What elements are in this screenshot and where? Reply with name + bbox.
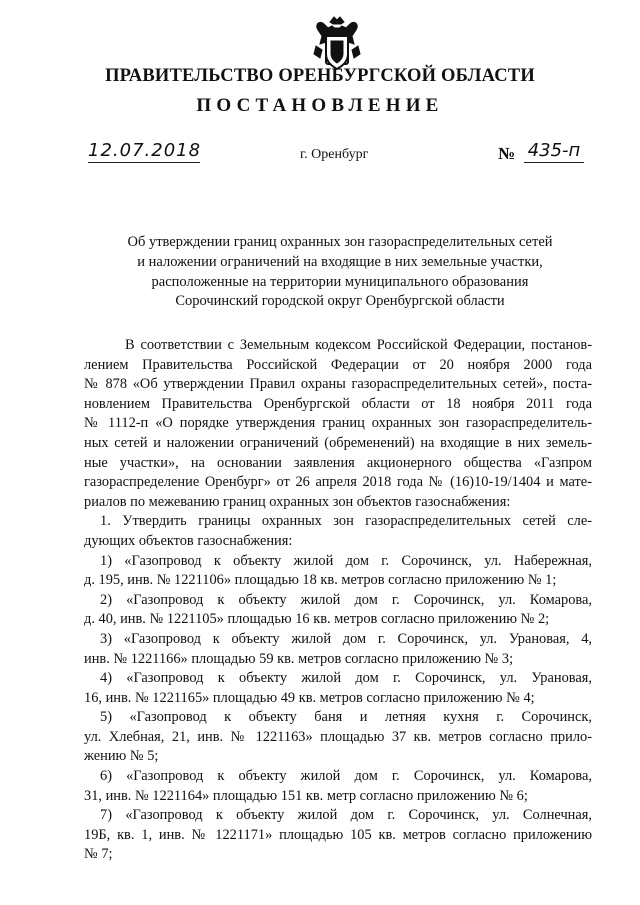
subject-line: расположенные на территории муниципального образования (151, 273, 529, 290)
body-line: газораспределение Оренбург» от 26 апреля 2018 года № (16)10-19/1404 и мате- (84, 474, 592, 491)
subject-line: Об утверждении границ охранных зон газораспределительных сетей (127, 234, 553, 250)
body-line: 2) «Газопровод к объекту жилой дом г. Сорочинск, ул. Комарова, (100, 591, 592, 608)
document-type-title: ПОСТАНОВЛЕНИЕ (196, 95, 444, 116)
subject-line: и наложении ограничений на входящие в них земельные участки, (137, 253, 543, 270)
body-line: 6) «Газопровод к объекту жилой дом г. Сорочинск, ул. Комарова, (100, 768, 592, 785)
document-number: 435-п (527, 140, 581, 161)
subject-line: Сорочинский городской округ Оренбургской области (175, 293, 505, 310)
body-line: ул. Хлебная, 21, инв. № 1221163» площадью 37 кв. метров согласно прило- (84, 728, 592, 745)
body-line: жению № 5; (84, 748, 159, 765)
body-line: № 7; (84, 846, 113, 863)
body-line: ные участки», на основании заявления акционерного общества «Газпром (84, 454, 592, 471)
body-line: 4) «Газопровод к объекту жилой дом г. Сорочинск, ул. Урановая, (100, 670, 592, 687)
body-line: 1. Утвердить границы охранных зон газораспределительных сетей сле- (100, 513, 592, 530)
document-date: 12.07.2018 (88, 140, 202, 161)
body-line: 5) «Газопровод к объекту баня и летняя кухня г. Сорочинск, (100, 709, 592, 726)
organization-title: ПРАВИТЕЛЬСТВО ОРЕНБУРГСКОЙ ОБЛАСТИ (105, 66, 535, 86)
document-subject (90, 233, 590, 312)
body-line: риалов по межеванию границ охранных зон объектов газоснабжения: (84, 493, 511, 510)
body-line: 1) «Газопровод к объекту жилой дом г. Сорочинск, ул. Набережная, (100, 552, 592, 569)
body-line: д. 40, инв. № 1221105» площадью 16 кв. метров согласно приложению № 2; (84, 611, 550, 628)
body-line: 7) «Газопровод к объекту жилой дом г. Сорочинск, ул. Солнечная, (100, 807, 592, 824)
body-line: дующих объектов газоснабжения: (84, 532, 293, 549)
document-number-label: № (498, 144, 516, 163)
body-line: инв. № 1221166» площадью 59 кв. метров согласно приложению № 3; (84, 650, 514, 667)
body-line: 16, инв. № 1221165» площадью 49 кв. метров согласно приложению № 4; (84, 689, 535, 706)
document-body (84, 336, 592, 865)
body-line: № 878 «Об утверждении Правил охраны газораспределительных сетей», поста- (84, 376, 592, 393)
coat-of-arms-icon (310, 14, 364, 72)
body-line: ных сетей и наложении ограничений (обременений) на входящие в них земель- (84, 434, 592, 451)
document-city: г. Оренбург (300, 147, 369, 162)
body-line: д. 195, инв. № 1221106» площадью 18 кв. метров согласно приложению № 1; (84, 572, 557, 589)
body-line: 31, инв. № 1221164» площадью 151 кв. метр согласно приложению № 6; (84, 787, 528, 804)
body-line: лением Правительства Российской Федерации от 20 ноября 2000 года (84, 356, 592, 373)
body-line: новлением Правительства Оренбургской области от 18 ноября 2011 года (84, 395, 592, 412)
number-underline (524, 162, 584, 163)
date-underline (88, 162, 200, 163)
body-line: 19Б, кв. 1, инв. № 1221171» площадью 105 кв. метров согласно приложению (84, 826, 592, 843)
body-line: № 1112-п «О порядке утверждения границ охранных зон газораспределитель- (84, 415, 592, 432)
body-line: 3) «Газопровод к объекту жилой дом г. Сорочинск, ул. Урановая, 4, (100, 630, 592, 647)
body-line: В соответствии с Земельным кодексом Российской Федерации, постанов- (125, 337, 592, 353)
